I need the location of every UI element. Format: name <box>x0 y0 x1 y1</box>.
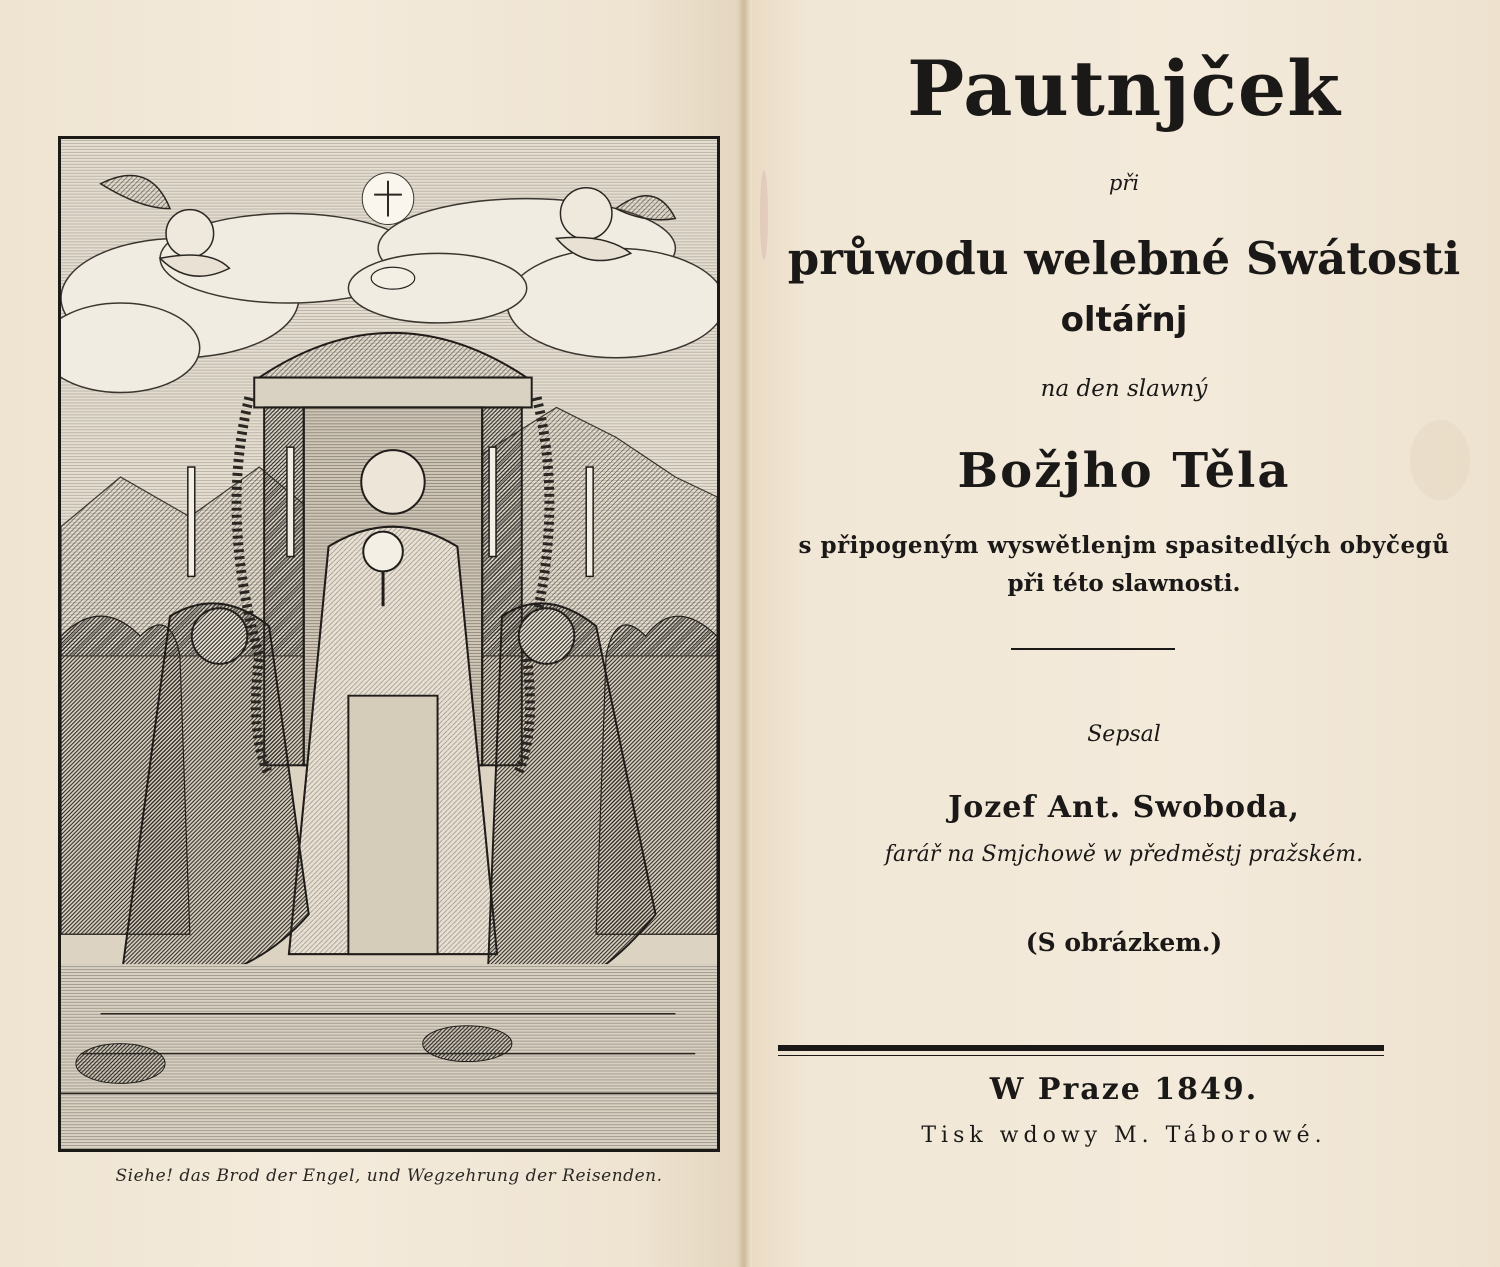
imprint-place-year: W Praze 1849. <box>989 1072 1259 1107</box>
subtitle-line-1: průwodu welebné Swátosti <box>787 232 1461 285</box>
thin-divider-rule <box>778 1055 1384 1056</box>
subtitle-line-2: oltářnj <box>1060 300 1188 340</box>
author-name: Jozef Ant. Swoboda, <box>948 790 1300 825</box>
compiled-by-label: Sepsal <box>1087 722 1161 747</box>
imprint-printer: Tisk wdowy M. Táborowé. <box>921 1123 1327 1148</box>
description-line-2: při této slawnosti. <box>1007 570 1241 597</box>
title-page <box>748 0 1500 1267</box>
description-line-1: s připogeným wyswětlenjm spasitedlých obyčegů <box>798 532 1450 559</box>
frontispiece-caption: Siehe! das Brod der Engel, und Wegzehrung der Reisenden. <box>115 1166 663 1186</box>
thick-divider-rule <box>778 1045 1384 1051</box>
subtitle-na-den: na den slawný <box>1040 376 1208 402</box>
author-role: farář na Smjchowě w předměstj pražském. <box>884 842 1364 867</box>
subtitle-pri: při <box>1108 171 1140 195</box>
eucharist-procession-engraving-icon <box>61 139 717 1149</box>
feast-name: Božjho Těla <box>957 443 1291 499</box>
image-note: (S obrázkem.) <box>1025 928 1223 957</box>
short-divider-rule <box>1011 648 1175 650</box>
book-title: Pautnjček <box>907 44 1341 133</box>
frontispiece-engraving <box>58 136 720 1152</box>
